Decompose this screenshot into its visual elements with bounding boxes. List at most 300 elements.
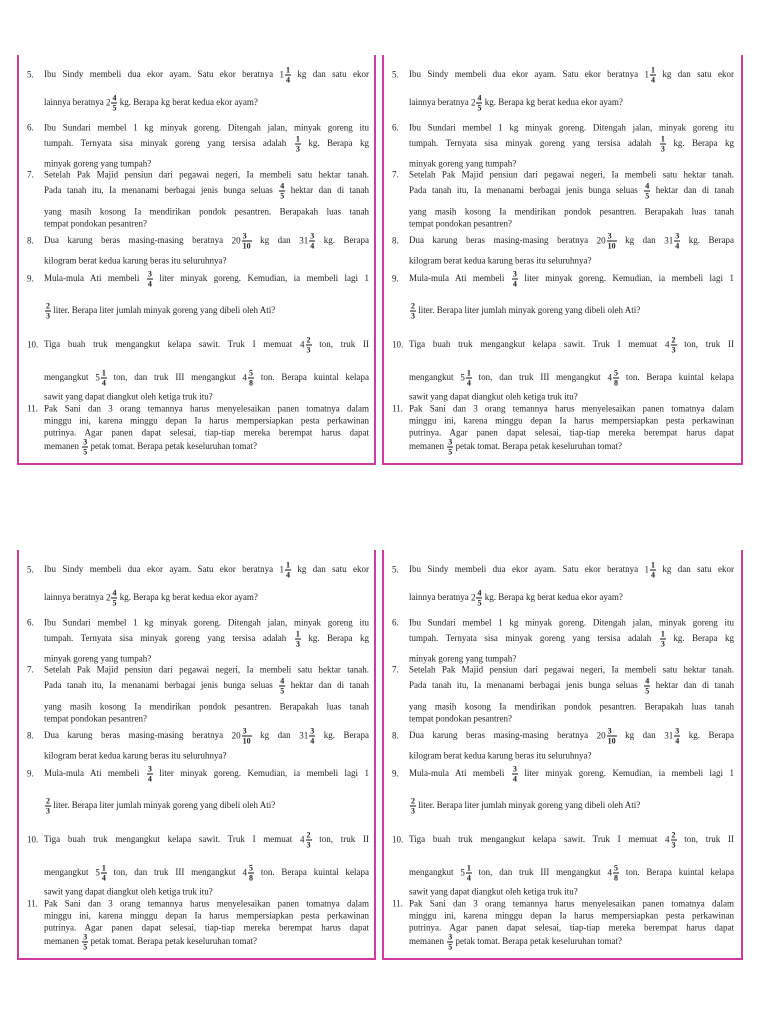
fraction-denominator: 4: [310, 736, 315, 746]
fraction-denominator: 5: [448, 942, 453, 952]
problem-text: yang masih kosong Ia mendirikan pondok pesantren. Berapakah luas tanah: [409, 206, 734, 217]
mixed-number: [665, 831, 677, 850]
problem-text: hektar dan di tanah: [655, 680, 735, 691]
problem-text: kg dan satu ekor: [297, 564, 370, 575]
problem-text: kg dan: [625, 730, 656, 741]
fraction-numerator: 3: [310, 726, 315, 736]
problem-text: minyak goreng yang tumpah?: [409, 653, 517, 664]
fraction-numerator: 4: [280, 181, 285, 191]
mixed-number: [232, 232, 252, 251]
fraction: [650, 561, 656, 580]
mixed-number: [106, 589, 118, 608]
problem-line: [409, 831, 734, 850]
problem-number: 7.: [27, 664, 34, 675]
problem-line: [409, 416, 734, 427]
whole-number: 1: [644, 564, 650, 575]
fraction-denominator: 5: [448, 447, 453, 457]
fraction-denominator: 5: [112, 598, 117, 608]
whole-number: 1: [644, 69, 650, 80]
problem-text: Tiga buah truk mengangkut kelapa sawit. Truk I memuat: [409, 339, 658, 350]
fraction: [82, 933, 88, 952]
whole-number: 4: [607, 372, 612, 383]
problem-text: sawit yang dapat diangkut oleh ketiga truk itu?: [44, 391, 213, 402]
problem-text: Tiga buah truk mengangkut kelapa sawit. Truk I memuat: [44, 834, 293, 845]
problem-text: Mula-mula Ati membeli: [409, 273, 505, 284]
fraction: [306, 336, 312, 355]
problem-line: [409, 66, 734, 85]
problem-line: [44, 302, 369, 321]
problem-line: [409, 751, 734, 762]
problem-number: 6.: [27, 122, 34, 133]
problem-text: Ibu Sindy membeli dua ekor ayam. Satu ekor beratnya: [44, 564, 274, 575]
problem-number: 5.: [27, 564, 34, 575]
mixed-number: [597, 727, 617, 746]
fraction-numerator: 2: [306, 335, 311, 345]
problem-number: 9.: [27, 273, 34, 284]
fraction-denominator: 3: [660, 639, 665, 649]
whole-number: 5: [460, 867, 465, 878]
worksheet-panel: [17, 550, 376, 960]
problem-text: memanen: [44, 936, 79, 947]
fraction-denominator: 3: [660, 144, 665, 154]
fraction-denominator: 10: [242, 241, 251, 251]
problem-text: yang masih kosong Ia mendirikan pondok pesantren. Berapakah luas tanah: [44, 701, 369, 712]
problem-text: Mula-mula Ati membeli: [44, 768, 140, 779]
mixed-number: [645, 66, 657, 85]
problem-text: kg. Berapa kg: [673, 138, 735, 149]
problem-line: [44, 665, 369, 676]
fraction-denominator: 5: [83, 942, 88, 952]
fraction-group: [44, 797, 51, 816]
fraction: [674, 727, 680, 746]
problem-text: liter. Berapa liter jumlah minyak goreng yang dibeli oleh Ati?: [418, 800, 641, 811]
problem-number: 11.: [27, 898, 38, 909]
problem-line: [44, 369, 369, 388]
problem-line: [409, 438, 734, 457]
fraction-numerator: 1: [101, 368, 106, 378]
fraction-denominator: 4: [147, 774, 152, 784]
problem-line: [409, 630, 734, 649]
problem-text: kg dan: [260, 730, 291, 741]
fraction: [285, 66, 291, 85]
fraction-numerator: 3: [147, 764, 152, 774]
fraction: [248, 369, 254, 388]
whole-number: 4: [665, 339, 670, 350]
mixed-number: [645, 561, 657, 580]
problem-text: ton, truk II: [684, 834, 735, 845]
fraction-numerator: 5: [614, 863, 618, 873]
problem-line: [44, 270, 369, 289]
fraction-denominator: 3: [671, 345, 676, 355]
fraction-group: [81, 933, 88, 952]
fraction: [447, 438, 453, 457]
problem-text: Pada tanah itu, Ia menanami berbagai jenis bunga seluas: [409, 185, 638, 196]
fraction: [295, 135, 301, 154]
problem-text: lainnya beratnya: [44, 592, 104, 603]
problem-text: petak tomat. Berapa petak keseluruhan tomat?: [455, 441, 622, 452]
problem-line: [44, 618, 369, 629]
problem-text: kg dan satu ekor: [297, 69, 370, 80]
fraction: [101, 864, 107, 883]
problem-line: [44, 159, 369, 170]
problem-text: hektar dan di tanah: [655, 185, 735, 196]
problem-text: minggu ini, karena minggu depan Ia harus mempersiapkan pesta perkawinan: [44, 910, 369, 921]
fraction: [82, 438, 88, 457]
fraction-denominator: 4: [651, 570, 656, 580]
fraction-group: [643, 677, 650, 696]
problem-line: [44, 256, 369, 267]
whole-number: 1: [279, 69, 285, 80]
worksheet-panel: [382, 55, 743, 465]
problem-line: [44, 765, 369, 784]
fraction: [512, 765, 518, 784]
fraction-group: [643, 182, 650, 201]
fraction-denominator: 4: [675, 241, 680, 251]
problem-line: [409, 864, 734, 883]
problem-text: kg dan satu ekor: [662, 69, 735, 80]
fraction-group: [81, 438, 88, 457]
problem-line: [409, 727, 734, 746]
problem-text: Ibu Sundari membel 1 kg minyak goreng. Ditengah jalan, minyak goreng itu: [44, 617, 369, 628]
problem-text: putrinya. Agar panen dapat selesai, tiap-tiap mereka berempat harus dapat: [44, 427, 369, 438]
whole-number: 20: [231, 235, 241, 246]
fraction: [248, 864, 254, 883]
problem-line: [409, 256, 734, 267]
fraction-numerator: 1: [286, 560, 291, 570]
mixed-number: [608, 864, 620, 883]
problem-text: Ibu Sundari membel 1 kg minyak goreng. Ditengah jalan, minyak goreng itu: [44, 122, 369, 133]
problem-text: tempat pondokan pesantren?: [409, 713, 512, 724]
fraction-denominator: 4: [512, 279, 517, 289]
fraction-group: [446, 933, 453, 952]
mixed-number: [460, 369, 472, 388]
fraction-denominator: 8: [614, 378, 618, 388]
problem-text: Ibu Sindy membeli dua ekor ayam. Satu ekor beratnya: [409, 564, 639, 575]
problem-text: Mula-mula Ati membeli: [409, 768, 505, 779]
fraction-group: [659, 630, 666, 649]
problem-text: kg. Berapa: [688, 235, 734, 246]
problem-text: Mula-mula Ati membeli: [44, 273, 140, 284]
mixed-number: [664, 727, 680, 746]
problem-text: lainnya beratnya: [44, 97, 104, 108]
whole-number: 31: [299, 235, 309, 246]
mixed-number: [608, 369, 620, 388]
mixed-number: [460, 864, 472, 883]
fraction-numerator: 3: [242, 232, 252, 242]
fraction-numerator: 1: [101, 863, 106, 873]
problem-text: sawit yang dapat diangkut oleh ketiga truk itu?: [44, 886, 213, 897]
problem-line: [44, 219, 369, 230]
problem-line: [44, 438, 369, 457]
problem-text: liter. Berapa liter jumlah minyak goreng yang dibeli oleh Ati?: [53, 800, 276, 811]
fraction-numerator: 3: [310, 231, 315, 241]
fraction-group: [409, 797, 416, 816]
fraction: [512, 270, 518, 289]
fraction: [644, 677, 650, 696]
fraction-numerator: 2: [306, 830, 311, 840]
problem-text: ton, truk II: [684, 339, 735, 350]
problem-line: [409, 561, 734, 580]
fraction-denominator: 5: [112, 103, 117, 113]
problem-text: minyak goreng yang tumpah?: [44, 653, 152, 664]
problem-line: [44, 336, 369, 355]
problem-text: Pak Sani dan 3 orang temannya harus menyelesaikan panen tomatnya dalam: [44, 898, 369, 909]
fraction-numerator: 2: [411, 301, 415, 311]
fraction-numerator: 4: [280, 676, 285, 686]
problem-line: [44, 182, 369, 201]
fraction-numerator: 4: [645, 181, 650, 191]
fraction: [613, 864, 619, 883]
problem-text: kg. Berapa kg berat kedua ekor ayam?: [119, 97, 258, 108]
problem-number: 9.: [27, 768, 34, 779]
fraction-denominator: 4: [512, 774, 517, 784]
problem-number: 8.: [27, 730, 34, 741]
fraction-numerator: 4: [477, 93, 482, 103]
problem-text: kg. Berapa: [323, 730, 369, 741]
mixed-number: [243, 864, 255, 883]
problem-line: [409, 94, 734, 113]
fraction-numerator: 3: [675, 726, 680, 736]
problem-line: [409, 911, 734, 922]
fraction-denominator: 3: [411, 311, 415, 321]
whole-number: 31: [299, 730, 309, 741]
fraction-numerator: 1: [466, 863, 471, 873]
problem-number: 6.: [27, 617, 34, 628]
problem-text: liter. Berapa liter jumlah minyak goreng yang dibeli oleh Ati?: [418, 305, 641, 316]
fraction: [309, 727, 315, 746]
problem-text: kg. Berapa kg: [673, 633, 735, 644]
fraction-denominator: 5: [280, 686, 285, 696]
problem-text: liter. Berapa liter jumlah minyak goreng yang dibeli oleh Ati?: [53, 305, 276, 316]
problem-line: [409, 404, 734, 415]
fraction-denominator: 5: [477, 598, 482, 608]
fraction-group: [446, 438, 453, 457]
fraction-numerator: 4: [645, 676, 650, 686]
problem-line: [409, 123, 734, 134]
fraction-group: [409, 302, 416, 321]
problem-text: mengangkut: [44, 372, 89, 383]
fraction: [644, 182, 650, 201]
fraction: [674, 232, 680, 251]
problem-line: [44, 207, 369, 218]
problem-text: kg. Berapa kg: [308, 633, 370, 644]
worksheet-panel: [17, 55, 376, 465]
problem-line: [44, 170, 369, 181]
fraction-denominator: 4: [101, 873, 106, 883]
fraction-denominator: 8: [249, 378, 253, 388]
whole-number: 20: [231, 730, 241, 741]
problem-line: [409, 302, 734, 321]
fraction-numerator: 2: [46, 301, 50, 311]
problem-text: Pak Sani dan 3 orang temannya harus menyelesaikan panen tomatnya dalam: [409, 898, 734, 909]
problem-text: ton, truk II: [319, 834, 370, 845]
fraction-numerator: 1: [295, 629, 300, 639]
fraction-denominator: 8: [249, 873, 253, 883]
problem-text: liter minyak goreng. Kemudian, ia membeli lagi 1: [159, 768, 370, 779]
fraction: [607, 232, 617, 251]
problem-line: [44, 831, 369, 850]
whole-number: 5: [95, 372, 100, 383]
mixed-number: [471, 589, 483, 608]
fraction-numerator: 3: [242, 727, 252, 737]
whole-number: 2: [470, 97, 476, 108]
mixed-number: [597, 232, 617, 251]
fraction-numerator: 4: [477, 588, 482, 598]
problem-line: [409, 270, 734, 289]
fraction-numerator: 3: [607, 727, 617, 737]
problem-text: tumpah. Ternyata sisa minyak goreng yang tersisa adalah: [44, 633, 287, 644]
problem-number: 10.: [27, 834, 39, 845]
problem-line: [44, 392, 369, 403]
problem-text: tempat pondokan pesantren?: [44, 713, 147, 724]
problem-number: 8.: [392, 730, 399, 741]
problem-text: Dua karung beras masing-masing beratnya: [409, 235, 589, 246]
problem-text: Pada tanah itu, Ia menanami berbagai jenis bunga seluas: [409, 680, 638, 691]
fraction: [111, 94, 117, 113]
problem-line: [409, 207, 734, 218]
mixed-number: [299, 232, 315, 251]
problem-text: Ibu Sindy membeli dua ekor ayam. Satu ekor beratnya: [44, 69, 274, 80]
mixed-number: [471, 94, 483, 113]
problem-text: minyak goreng yang tumpah?: [44, 158, 152, 169]
problem-line: [44, 751, 369, 762]
problem-text: memanen: [409, 936, 444, 947]
fraction-numerator: 3: [147, 269, 152, 279]
problem-line: [409, 618, 734, 629]
problem-text: tempat pondokan pesantren?: [44, 218, 147, 229]
problem-text: tumpah. Ternyata sisa minyak goreng yang tersisa adalah: [409, 633, 652, 644]
problem-text: kg dan: [260, 235, 291, 246]
problem-line: [44, 123, 369, 134]
fraction-denominator: 3: [306, 840, 311, 850]
problem-text: liter minyak goreng. Kemudian, ia membeli lagi 1: [524, 768, 735, 779]
fraction: [466, 369, 472, 388]
whole-number: 4: [300, 834, 305, 845]
problem-line: [409, 219, 734, 230]
problem-text: Tiga buah truk mengangkut kelapa sawit. Truk I memuat: [409, 834, 658, 845]
problem-text: Pak Sani dan 3 orang temannya harus menyelesaikan panen tomatnya dalam: [409, 403, 734, 414]
fraction-numerator: 1: [660, 629, 665, 639]
problem-text: ton, dan truk III mengangkut: [113, 867, 236, 878]
fraction-denominator: 4: [147, 279, 152, 289]
fraction: [242, 727, 252, 746]
fraction: [466, 864, 472, 883]
problem-text: minggu ini, karena minggu depan Ia harus mempersiapkan pesta perkawinan: [44, 415, 369, 426]
fraction-group: [511, 270, 518, 289]
whole-number: 4: [242, 867, 247, 878]
fraction-denominator: 5: [645, 191, 650, 201]
problem-text: putrinya. Agar panen dapat selesai, tiap-tiap mereka berempat harus dapat: [409, 922, 734, 933]
problem-line: [44, 677, 369, 696]
problem-text: mengangkut: [409, 372, 454, 383]
problem-text: hektar dan di tanah: [290, 185, 370, 196]
problem-line: [44, 899, 369, 910]
fraction-denominator: 3: [295, 144, 300, 154]
fraction: [309, 232, 315, 251]
problem-text: sawit yang dapat diangkut oleh ketiga truk itu?: [409, 391, 578, 402]
problem-text: kilogram berat kedua karung beras itu seluruhnya?: [409, 750, 592, 761]
problem-line: [44, 887, 369, 898]
problem-text: ton, truk II: [319, 339, 370, 350]
problem-number: 11.: [392, 403, 403, 414]
fraction-group: [294, 630, 301, 649]
fraction-denominator: 3: [46, 806, 50, 816]
fraction-denominator: 10: [607, 736, 616, 746]
problem-text: kg. Berapa kg berat kedua ekor ayam?: [484, 592, 623, 603]
problem-text: ton. Berapa kuintal kelapa: [625, 372, 735, 383]
fraction-group: [278, 677, 285, 696]
problem-text: mengangkut: [409, 867, 454, 878]
problem-text: putrinya. Agar panen dapat selesai, tiap-tiap mereka berempat harus dapat: [409, 427, 734, 438]
problem-line: [44, 416, 369, 427]
problem-text: kg. Berapa kg berat kedua ekor ayam?: [484, 97, 623, 108]
problem-line: [409, 933, 734, 952]
problem-line: [44, 864, 369, 883]
problem-line: [409, 182, 734, 201]
problem-text: petak tomat. Berapa petak keseluruhan tomat?: [455, 936, 622, 947]
problem-number: 7.: [392, 664, 399, 675]
problem-number: 8.: [392, 235, 399, 246]
fraction-group: [659, 135, 666, 154]
problem-line: [44, 66, 369, 85]
problem-line: [409, 887, 734, 898]
fraction-numerator: 3: [607, 232, 617, 242]
mixed-number: [300, 336, 312, 355]
fraction-denominator: 4: [466, 873, 471, 883]
mixed-number: [300, 831, 312, 850]
problem-text: Setelah Pak Majid pensiun dari pegawai negeri, Ia membeli satu hektar tanah.: [44, 169, 369, 180]
fraction-denominator: 4: [675, 736, 680, 746]
fraction-numerator: 1: [651, 65, 656, 75]
problem-number: 11.: [27, 403, 38, 414]
problem-line: [409, 702, 734, 713]
problem-text: sawit yang dapat diangkut oleh ketiga truk itu?: [409, 886, 578, 897]
problem-text: petak tomat. Berapa petak keseluruhan tomat?: [90, 441, 257, 452]
problem-text: Dua karung beras masing-masing beratnya: [409, 730, 589, 741]
problem-text: Ibu Sindy membeli dua ekor ayam. Satu ekor beratnya: [409, 69, 639, 80]
fraction-numerator: 3: [512, 269, 517, 279]
fraction-numerator: 1: [466, 368, 471, 378]
whole-number: 31: [664, 235, 674, 246]
mixed-number: [95, 864, 107, 883]
fraction-denominator: 3: [411, 806, 415, 816]
problem-text: kg. Berapa kg: [308, 138, 370, 149]
fraction-numerator: 2: [411, 796, 415, 806]
problem-text: liter minyak goreng. Kemudian, ia membeli lagi 1: [524, 273, 735, 284]
fraction-denominator: 5: [645, 686, 650, 696]
whole-number: 1: [279, 564, 285, 575]
problem-line: [409, 170, 734, 181]
problem-text: lainnya beratnya: [409, 592, 469, 603]
problem-number: 9.: [392, 768, 399, 779]
fraction: [476, 589, 482, 608]
fraction: [447, 933, 453, 952]
problem-line: [44, 589, 369, 608]
problem-number: 10.: [27, 339, 39, 350]
problem-text: Dua karung beras masing-masing beratnya: [44, 235, 224, 246]
problem-line: [409, 677, 734, 696]
fraction: [101, 369, 107, 388]
problem-line: [409, 899, 734, 910]
fraction-denominator: 4: [310, 241, 315, 251]
fraction-denominator: 4: [466, 378, 471, 388]
problem-text: kg. Berapa kg berat kedua ekor ayam?: [119, 592, 258, 603]
fraction-numerator: 5: [249, 863, 253, 873]
whole-number: 2: [470, 592, 476, 603]
fraction: [147, 765, 153, 784]
whole-number: 4: [300, 339, 305, 350]
problem-text: Setelah Pak Majid pensiun dari pegawai negeri, Ia membeli satu hektar tanah.: [409, 664, 734, 675]
